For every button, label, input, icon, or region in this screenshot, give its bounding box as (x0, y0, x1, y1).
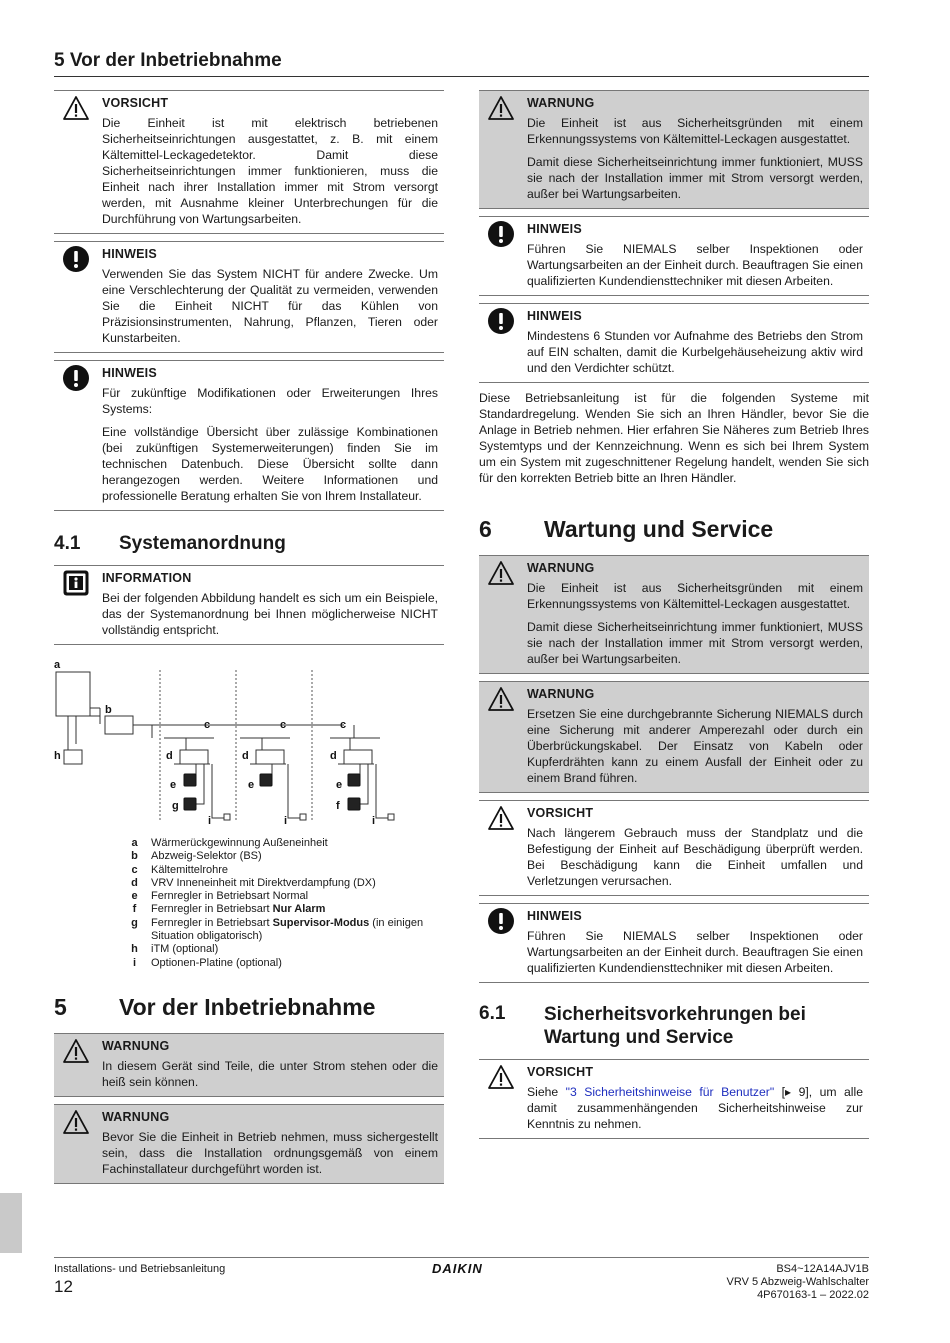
legend-value (151, 903, 444, 916)
warning-triangle-icon (62, 94, 90, 122)
legend-value (151, 917, 444, 944)
footer-model: BS4~12A14AJV1B (776, 1263, 869, 1275)
box-title: HINWEIS (102, 247, 157, 261)
box-title: VORSICHT (527, 806, 594, 820)
section-title: Systemanordnung (119, 533, 286, 554)
diagram-legend (126, 837, 444, 970)
exclamation-circle-icon (487, 907, 515, 935)
legend-key: d (131, 876, 138, 889)
box-title: HINWEIS (102, 366, 157, 380)
box-title: WARNUNG (102, 1109, 170, 1124)
label-e: e (248, 779, 255, 791)
box-title: WARNUNG (527, 687, 595, 701)
legend-row (126, 917, 444, 944)
legend-row (126, 877, 444, 890)
notice-box (54, 241, 444, 353)
warning-triangle-icon (62, 1108, 90, 1136)
legend-row (126, 864, 444, 877)
warning-box (479, 555, 869, 674)
box-text-part: , um alle damit zusammenhängenden Sicherheitshinweise zur Kenntnis zu nehmen. (527, 1085, 863, 1131)
sidebar-chapter-tab (0, 1193, 22, 1253)
box-text: Damit diese Sicherheitseinrichtung immer funktioniert, MUSS sie nach der Installation immer mit Strom versorgt werden, außer bei Wartungsarbeiten. (527, 620, 863, 666)
footer-product: VRV 5 Abzweig-Wahlschalter (726, 1276, 869, 1288)
legend-text: Fernregler in Betriebsart (151, 903, 273, 916)
warning-triangle-icon (487, 1063, 515, 1091)
cross-reference-link[interactable]: "3 Sicherheitshinweise für Benutzer" (565, 1085, 775, 1099)
label-i: i (284, 815, 288, 826)
box-title: HINWEIS (527, 909, 582, 923)
label-e: e (336, 779, 343, 791)
legend-row (126, 890, 444, 903)
exclamation-circle-icon (62, 364, 90, 392)
legend-row (126, 943, 444, 956)
chapter-heading (479, 516, 869, 543)
legend-row (126, 850, 444, 863)
box-text-part: Siehe (527, 1085, 566, 1099)
label-i: i (372, 815, 376, 826)
box-title: HINWEIS (527, 309, 582, 323)
chapter-heading (54, 994, 444, 1021)
label-c: c (280, 719, 287, 731)
legend-value: Fernregler in Betriebsart Normal (151, 890, 309, 903)
box-text: Ersetzen Sie eine durchgebrannte Sicherung NIEMALS durch eine Sicherung mit anderer Amperezahl oder durch ein Überbrückungskabel. Der Einsatz von Kabeln oder Kupferdrähten kann zu einem Ausfall der Einheit oder zu einem Brand führen. (527, 707, 863, 785)
legend-bold-text: Nur Alarm (272, 903, 326, 916)
box-title: VORSICHT (102, 96, 169, 110)
box-title: WARNUNG (527, 561, 595, 575)
box-text: In diesem Gerät sind Teile, die unter Strom stehen oder die heiß sein können. (102, 1058, 438, 1089)
legend-value: VRV Inneneinheit mit Direktverdampfung (DX) (151, 876, 376, 889)
box-title: WARNUNG (102, 1038, 170, 1053)
label-b: b (105, 704, 112, 716)
caution-box (54, 90, 444, 234)
box-text: Mindestens 6 Stunden vor Aufnahme des Betriebs den Strom auf EIN schalten, damit die Kurbelgehäuseheizung aktiv wird und den Verdichter schützt. (527, 329, 863, 375)
chapter-number: 6 (479, 516, 492, 542)
box-text: Verwenden Sie das System NICHT für andere Zwecke. Um eine Verschlechterung der Qualität zu vermeiden, verwenden Sie die Einheit NICHT für das Kühlen von Präzisionsinstrumenten, Nahrung, Pflanzen, Tieren oder Kunstarbeiten. (102, 267, 438, 345)
box-title: HINWEIS (527, 222, 582, 236)
legend-text: (in einigen Situation obligatorisch) (151, 916, 424, 943)
legend-key: b (131, 850, 138, 863)
box-text: Eine vollständige Übersicht über zulässige Kombinationen (bei zukünftigen Systemerweiterungen) finden Sie im technischen Datenbuch. Diese Übersicht sollte dann herangezogen werden. Weitere Informationen und professionelle Beratung erhalten Sie von Ihrem Installateur. (102, 425, 438, 503)
warning-triangle-icon (62, 1037, 90, 1065)
legend-value: Wärmerückgewinnung Außeneinheit (151, 837, 328, 849)
warning-triangle-icon (487, 685, 515, 713)
box-text: Bevor Sie die Einheit in Betrieb nehmen, muss sichergestellt sein, dass die Installation ordnungsgemäß von einem Fachinstallateur durchgeführt worden ist. (102, 1129, 438, 1176)
page-footer (54, 1257, 869, 1301)
box-text (527, 1084, 863, 1132)
box-title: WARNUNG (527, 96, 595, 110)
legend-key: g (131, 916, 138, 929)
box-text: Die Einheit ist aus Sicherheitsgründen mit einem Erkennungssystems von Kältemittel-Leckagen ausgestattet. (527, 581, 863, 611)
page-header (54, 50, 869, 77)
legend-row (126, 903, 444, 916)
footer-meta (727, 1263, 869, 1302)
legend-row (126, 837, 444, 850)
legend-bold-text: Supervisor-Modus (272, 916, 370, 929)
notice-box (479, 903, 869, 983)
exclamation-circle-icon (487, 307, 515, 335)
label-a: a (54, 659, 61, 671)
notice-box (479, 216, 869, 296)
label-c: c (340, 719, 347, 731)
warning-triangle-icon (487, 804, 515, 832)
box-text: Nach längerem Gebrauch muss der Standplatz und die Befestigung der Einheit auf Beschädigung überprüft werden. Bei Beschädigung kann die Einheit umfallen und Verletzungen verursachen. (527, 826, 863, 888)
warning-box (54, 1033, 444, 1097)
label-i: i (208, 815, 212, 826)
legend-key: i (132, 956, 137, 969)
chapter-title: Vor der Inbetriebnahme (119, 993, 376, 1020)
notice-box (54, 360, 444, 511)
legend-text: Fernregler in Betriebsart (151, 916, 273, 929)
label-e: e (170, 779, 177, 791)
box-text: Führen Sie NIEMALS selber Inspektionen oder Wartungsarbeiten an der Einheit durch. Beauftragen Sie einen qualifizierten Kundendiensttechniker mit diesen Arbeiten. (527, 242, 863, 288)
warning-triangle-icon (487, 559, 515, 587)
box-text: Für zukünftige Modifikationen oder Erweiterungen Ihres Systems: (102, 386, 438, 416)
exclamation-circle-icon (62, 245, 90, 273)
information-box (54, 565, 444, 645)
notice-box (479, 303, 869, 383)
label-c: c (204, 719, 211, 731)
legend-key: a (131, 837, 138, 849)
system-layout-diagram (54, 654, 444, 826)
legend-value: Kältemittelrohre (151, 863, 229, 876)
label-h: h (54, 750, 61, 762)
legend-value: Abzweig-Selektor (BS) (151, 850, 262, 863)
section-heading (479, 1003, 869, 1049)
legend-key: c (131, 863, 138, 876)
section-number: 4.1 (54, 533, 81, 554)
left-column (54, 90, 444, 1191)
box-title: INFORMATION (102, 571, 192, 585)
section-heading (54, 533, 444, 555)
label-d: d (166, 750, 173, 762)
section-number: 6.1 (479, 1003, 506, 1024)
right-column (479, 90, 869, 1146)
box-text: Damit diese Sicherheitseinrichtung immer funktioniert, MUSS sie nach der Installation immer mit Strom versorgt werden, außer bei Wartungsarbeiten. (527, 155, 863, 201)
chapter-title: Wartung und Service (544, 516, 774, 542)
legend-key: f (132, 903, 137, 916)
box-text: Die Einheit ist aus Sicherheitsgründen mit einem Erkennungssystems von Kältemittel-Leckagen ausgestattet. (527, 116, 863, 146)
warning-triangle-icon (487, 94, 515, 122)
footer-doc-id: 4P670163-1 – 2022.02 (757, 1289, 869, 1301)
box-title: VORSICHT (527, 1065, 594, 1079)
label-f: f (336, 800, 340, 812)
footer-doc-type: Installations- und Betriebsanleitung (54, 1263, 226, 1275)
label-d: d (242, 750, 249, 762)
page-reference: [▸ 9] (774, 1085, 809, 1099)
exclamation-circle-icon (487, 220, 515, 248)
legend-value: Optionen-Platine (optional) (151, 956, 282, 969)
footer-page-number: 12 (54, 1277, 73, 1296)
box-text: Die Einheit ist mit elektrisch betriebenen Sicherheitseinrichtungen ausgestattet, z. B. mit einem Kältemittel-Leckagedetektor. Damit diese Sicherheitseinrichtungen immer funktionieren, muss die Einheit nach ihrer Installation immer mit Strom versorgt werden, mit Ausnahme kleiner Unterbrechungen für die Durchführung von Wartungsarbeiten. (102, 116, 438, 226)
legend-key: e (131, 890, 138, 903)
caution-box (479, 1059, 869, 1139)
legend-key: h (131, 943, 138, 956)
warning-box (479, 681, 869, 793)
info-icon (62, 569, 90, 597)
box-text: Führen Sie NIEMALS selber Inspektionen oder Wartungsarbeiten an der Einheit durch. Beauftragen Sie einen qualifizierten Kundendiensttechniker mit diesen Arbeiten. (527, 929, 863, 975)
page-header-title: 5 Vor der Inbetriebnahme (54, 50, 282, 71)
daikin-logo: DAIKIN (432, 1261, 483, 1276)
warning-box (479, 90, 869, 209)
label-g: g (172, 800, 179, 812)
section-title: Sicherheitsvorkehrungen bei Wartung und Service (544, 1004, 806, 1048)
legend-row (126, 957, 444, 970)
warning-box (54, 1104, 444, 1184)
legend-value: iTM (optional) (151, 943, 219, 956)
label-d: d (330, 750, 337, 762)
caution-box (479, 800, 869, 896)
box-text: Bei der folgenden Abbildung handelt es sich um ein Beispiele, das der Systemanordnung bei Ihnen möglicherweise NICHT vollständig entspricht. (102, 591, 438, 637)
body-paragraph: Diese Betriebsanleitung ist für die folgenden Systeme mit Standardregelung. Wenden Sie sich an Ihren Händler, bevor Sie die Anlage in Betrieb nehmen. Hier erfahren Sie Näheres zum Betrieb Ihres Systemtyps und der Kennzeichnung. Wenn es sich bei Ihrem System um ein System mit zugeschnittener Regelung handelt, wenden Sie sich für den korrekten Betrieb bitte an Ihren Händler. (479, 391, 869, 485)
chapter-number: 5 (54, 993, 67, 1020)
